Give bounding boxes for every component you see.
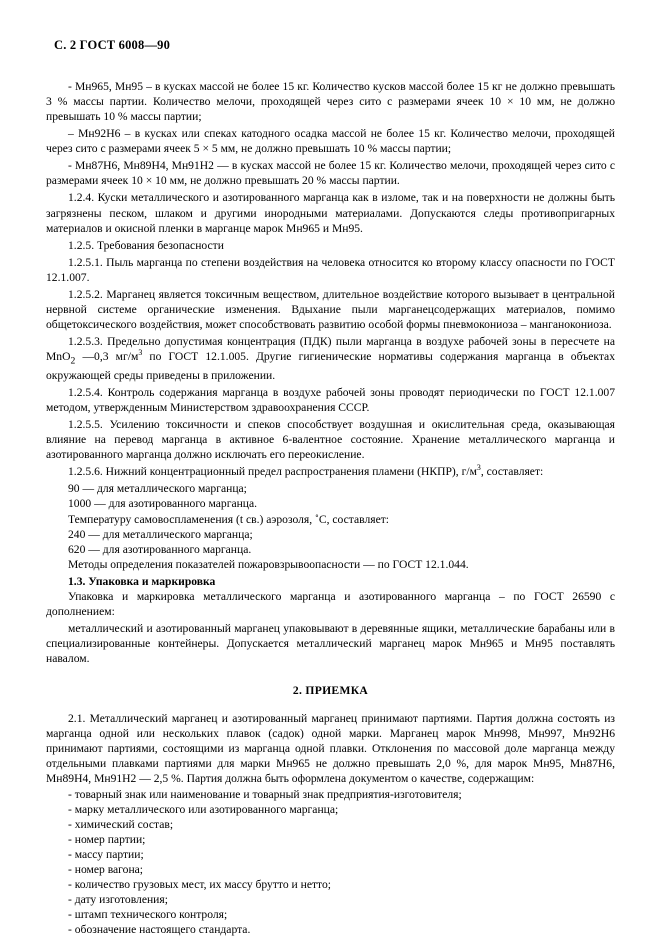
clause-1-2-5: 1.2.5. Требования безопасности — [68, 238, 224, 252]
page-header: С. 2 ГОСТ 6008—90 — [54, 38, 171, 52]
clause-1-3-addition: металлический и азотированный марганец упаковывают в деревянные ящики, металлические барабаны или в специализированные контейнеры. Допускается металлический марганец марок Мн965 и Мн95 поставлять навалом. — [46, 621, 615, 666]
clause-2-1: 2.1. Металлический марганец и азотированный марганец принимают партиями. Партия должна состоять из марганца одной или нескольких плавок (садок) одной марки. Марганец марок Мн998, Мн997, Мн92Н6 принимают партиями, состоящими из марганца одной плавки. Отклонения по массовой доле марганца между отдельными плавками партиями для марки Мн965 не должно превышать 2,0 %, для марок Мн95, Мн87Н6, Мн89Н4, Мн91Н2 — 2,5 %. Партия должна быть оформлена документом о качестве, содержащим: — [46, 712, 615, 786]
paragraph-grade-mn87n6: - Мн87Н6, Мн89Н4, Мн91Н2 — в кусках массой не более 15 кг. Количество мелочи, проходящей через сито с размерами ячеек 10 × 10 мм, не должно превышать 20 % массы партии. — [46, 159, 615, 188]
doc-item-trademark: - товарный знак или наименование и товарный знак предприятия-изготовителя; — [68, 787, 462, 801]
document-body — [46, 79, 615, 937]
autoignition-metallic: 240 — для металлического марганца; — [68, 527, 253, 541]
clause-1-3-title: 1.3. Упаковка и маркировка — [68, 574, 216, 588]
autoignition-nitrided: 620 — для азотированного марганца. — [68, 542, 252, 556]
clause-1-2-5-4: 1.2.5.4. Контроль содержания марганца в воздухе рабочей зоны проводят периодически по ГОСТ 12.1.007 методом, утвержденным Министерством здравоохранения СССР. — [46, 386, 615, 415]
clause-1-2-5-6: 1.2.5.6. Нижний концентрационный предел распространения пламени (НКПР), $г/м^3$, составляет: — [68, 463, 544, 479]
doc-item-batch-number: - номер партии; — [68, 832, 146, 846]
fire-methods: Методы определения показателей пожаровзрывоопасности — по ГОСТ 12.1.044. — [68, 557, 469, 571]
clause-1-2-5-1: 1.2.5.1. Пыль марганца по степени воздействия на человека относится ко второму классу опасности по ГОСТ 12.1.007. — [46, 255, 615, 284]
clause-1-2-5-3: 1.2.5.3. Предельно допустимая концентрация (ПДК) пыли марганца в воздухе рабочей зоны в пересчете на MnO$_2$ —0,3 $мг/м^3$ по ГОСТ 12.1.005. Другие гигиенические нормативы содержания марганца в объектах окружающей среды приведены в приложении. — [46, 335, 615, 382]
doc-item-places-count: - количество грузовых мест, их массу брутто и нетто; — [68, 877, 331, 891]
paragraph-grade-mn92n6: – Мн92Н6 – в кусках или спеках катодного осадка массой не более 15 кг. Количество мелочи, проходящей через сито с размерами ячеек 5 × 5 мм, не должно превышать 10 % массы партии; — [46, 127, 615, 156]
clause-1-2-4: 1.2.4. Куски металлического и азотированного марганца как в изломе, так и на поверхности не должны быть загрязнены песком, шлаком и другими инородными материалами. Допускаются следы противопригарных материалов и окисной пленки в марганце марок Мн965 и Мн95. — [46, 191, 615, 235]
clause-1-3-body: Упаковка и маркировка металлического марганца и азотированного марганца – по ГОСТ 26590 с дополнением: — [46, 589, 615, 618]
doc-item-grade: - марку металлического или азотированного марганца; — [68, 802, 339, 816]
section-2-title: 2. ПРИЕМКА — [292, 684, 369, 698]
doc-item-composition: - химический состав; — [68, 817, 174, 831]
paragraph-grade-mn965: - Мн965, Мн95 – в кусках массой не более 15 кг. Количество кусков массой более 15 кг не должно превышать 3 % массы партии. Количество мелочи, проходящей через сито с размерами ячеек 10 × 10 мм, не должно превышать 10 % массы партии; — [46, 80, 615, 124]
autoignition-intro: Температуру самовоспламенения (t св.) аэрозоля, ˚С, составляет: — [68, 512, 390, 526]
doc-item-qc-stamp: - штамп технического контроля; — [68, 908, 228, 921]
doc-item-standard-ref: - обозначение настоящего стандарта. — [68, 923, 251, 937]
doc-item-batch-mass: - массу партии; — [68, 847, 144, 861]
doc-item-manufacture-date: - дату изготовления; — [68, 892, 168, 906]
nkpr-metallic: 90 — для металлического марганца; — [68, 482, 247, 496]
doc-item-wagon-number: - номер вагона; — [68, 862, 144, 876]
clause-1-2-5-2: 1.2.5.2. Марганец является токсичным веществом, длительное воздействие которого вызывает в центральной нервной системе органические изменения. Вдыхание пыли марганецсодержащих материалов, помимо общетоксического воздействия, может способствовать развитию особой формы пневмокониоза – манганокониоза. — [46, 287, 615, 331]
clause-1-2-5-5: 1.2.5.5. Усилению токсичности и спеков способствует воздушная и окислительная среда, оказывающая влияние на перевод марганца в активное 6-валентное состояние. Хранение металлического марганца и азотированного марганца должно исключать его переокисление. — [46, 418, 615, 462]
nkpr-nitrided: 1000 — для азотированного марганца. — [68, 497, 258, 511]
